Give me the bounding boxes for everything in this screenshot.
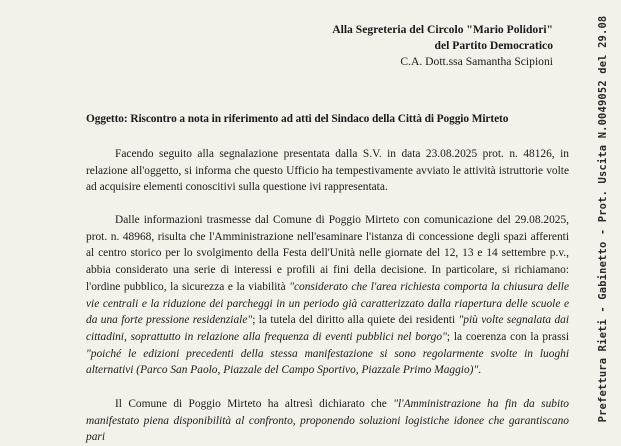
p2-text-3: ; la coerenza con la prassi [446,330,570,343]
subject-line: Oggetto: Riscontro a nota in riferimento ad atti del Sindaco della Città di Poggio Mirteto [86,113,509,125]
paragraph-3 [86,396,569,446]
p2-text-2: ; la tutela del diritto alla quiete dei residenti [252,314,459,327]
paragraph-2 [86,212,569,379]
recipient-line-3: C.A. Dott.ssa Samantha Scipioni [400,55,553,68]
p2-quote-3: "poiché le edizioni precedenti della stessa manifestazione si sono regolarmente svolte in luoghi alternativi (Parco San Paolo, Piazzale del Campo Sportivo, Piazzale Primo Maggio)" [86,347,569,377]
p2-quote-1: "considerato che l'area richiesta comporta la chiusura delle vie centrali e la riduzione dei parcheggi in un periodo già caratterizzato dalla riapertura delle scuole e da una forte pressione residenziale" [86,280,569,327]
protocol-stamp-text: Prefettura Rieti - Gabinetto - Prot. Uscita N.0049052 del 29.08 [597,15,609,423]
recipient-line-2: del Partito Democratico [434,39,553,52]
paragraph-3-text [86,396,569,446]
paragraph-1 [86,146,569,196]
paragraph-1-text: Facendo seguito alla segnalazione presentata dalla S.V. in data 23.08.2025 prot. n. 48126, in relazione all'oggetto, si informa che questo Ufficio ha tempestivamente avviato le attività istruttorie volte ad acquisire elementi conoscitivi sulla questione ivi rappresentata. [86,148,569,194]
protocol-stamp [590,4,616,434]
p3-text-1: Il Comune di Poggio Mirteto ha altresì dichiarato che [115,398,394,410]
p3-quote-1: "l'Amministrazione ha fin da subito manifestato piena disponibilità al confronto, proponendo soluzioni logistiche idonee che garantiscano pari [86,398,569,444]
paragraph-2-text [86,212,569,379]
p2-quote-2: "più volte segnalata dai cittadini, soprattutto in relazione alla frequenza di eventi pubblici nel borgo" [86,314,569,343]
p2-text-1: Dalle informazioni trasmesse dal Comune di Poggio Mirteto con comunicazione del 29.08.2025, prot. n. 48968, risulta che l'Amministrazione nell'esaminare l'istanza di concessione degli spazi afferenti al centro storico per lo svolgimento della Festa dell'Unità nelle giornate del 12, 13 e 14 settembre p.v., abbia considerato una serie di interessi e profili ai fini della decisione. In particolare, si richiamano: l'ordine pubblico, la sicurezza e la viabilità [86,214,569,293]
recipient-line-1: Alla Segreteria del Circolo "Mario Polidori" [332,23,553,36]
recipient-block [332,22,553,70]
p2-text-4: . [478,364,482,377]
